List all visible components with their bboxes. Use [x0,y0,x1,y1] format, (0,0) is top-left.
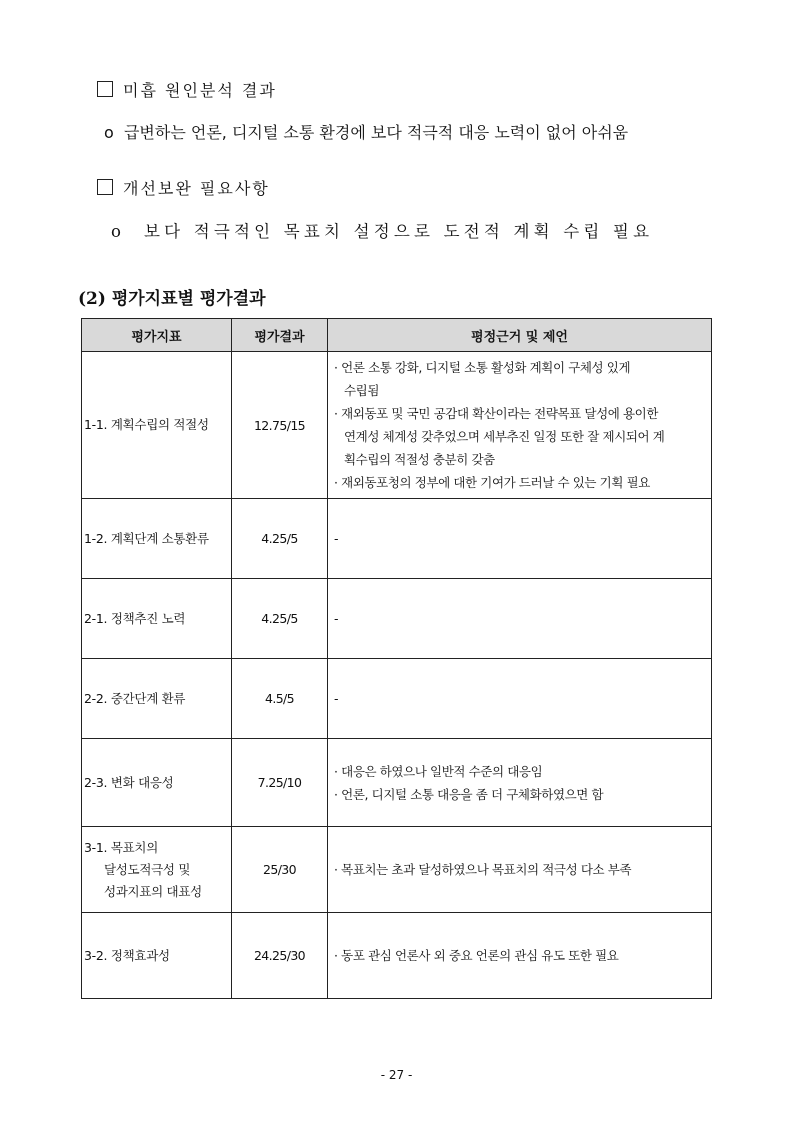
bullet-marker: o [104,123,114,142]
indicator-line: 성과지표의 대표성 [104,883,202,899]
remark-line: 수립됨 [344,383,380,398]
score-cell: 4.25/5 [232,499,328,579]
checkbox-square-icon [97,179,113,195]
indicator-cell [82,739,232,827]
remarks-cell [328,739,712,827]
indicator-cell [82,579,232,659]
remark-line: · 재외동포 및 국민 공감대 확산이라는 전략목표 달성에 용이한 [334,406,659,421]
heading-improvement-text: 개선보완 필요사항 [123,179,270,198]
indicator-cell [82,913,232,999]
table-row [82,579,712,659]
table-row [82,827,712,913]
page-number: - 27 - [380,1068,413,1082]
remarks-cell [328,352,712,499]
indicator-line: 3-2. 정책효과성 [84,947,170,963]
section-title: (2) 평가지표별 평가결과 [78,289,266,309]
bullet-improvement [111,218,653,242]
remark-line: · 목표치는 초과 달성하였으나 목표치의 적극성 다소 부족 [334,862,632,877]
remarks-cell [328,579,712,659]
remark-line: - [334,611,339,626]
score-cell: 7.25/10 [232,739,328,827]
header-indicator: 평가지표 [82,319,232,352]
table-header-row [82,319,712,352]
header-score: 평가결과 [232,319,328,352]
indicator-line: 1-2. 계획단계 소통환류 [84,530,209,546]
score-cell: 4.25/5 [232,579,328,659]
heading-cause-analysis-text: 미흡 원인분석 결과 [123,81,277,100]
table-row [82,352,712,499]
heading-improvement [97,176,270,199]
indicator-cell [82,827,232,913]
remark-line: · 언론, 디지털 소통 대응을 좀 더 구체화하였으면 함 [334,786,604,802]
remark-line: · 재외동포청의 정부에 대한 기여가 드러날 수 있는 기획 필요 [334,475,650,490]
remarks-cell [328,499,712,579]
score-cell: 24.25/30 [232,913,328,999]
indicator-line: 2-1. 정책추진 노력 [84,610,186,626]
remark-line: 획수립의 적절성 충분히 갖춤 [344,452,495,467]
indicator-line: 1-1. 계획수립의 적절성 [84,417,209,432]
score-cell: 4.5/5 [232,659,328,739]
remark-line: - [334,531,339,546]
table-row [82,659,712,739]
score-cell: 25/30 [232,827,328,913]
header-remarks: 평정근거 및 제언 [328,319,712,352]
bullet-cause-analysis-text: 급변하는 언론, 디지털 소통 환경에 보다 적극적 대응 노력이 없어 아쉬움 [123,123,629,142]
remark-line: · 대응은 하였으나 일반적 수준의 대응임 [334,763,543,779]
heading-cause-analysis [97,78,277,101]
evaluation-table [81,318,712,999]
remarks-cell [328,659,712,739]
indicator-cell [82,659,232,739]
indicator-line: 3-1. 목표치의 [84,839,158,855]
indicator-cell [82,499,232,579]
remark-line: · 동포 관심 언론사 외 중요 언론의 관심 유도 또한 필요 [334,948,619,963]
remarks-cell [328,913,712,999]
table-row [82,913,712,999]
score-cell: 12.75/15 [232,352,328,499]
table-row [82,499,712,579]
indicator-line: 2-2. 중간단계 환류 [84,690,186,706]
indicator-cell [82,352,232,499]
indicator-line: 달성도적극성 및 [104,861,191,877]
remark-line: - [334,691,339,706]
remark-line: 연계성 체계성 갖추었으며 세부추진 일정 또한 잘 제시되어 계 [344,429,665,444]
bullet-improvement-text: 보다 적극적인 목표치 설정으로 도전적 계획 수립 필요 [144,222,654,241]
checkbox-square-icon [97,81,113,97]
table-row [82,739,712,827]
bullet-marker: o [111,222,126,241]
indicator-line: 2-3. 변화 대응성 [84,774,174,790]
remarks-cell [328,827,712,913]
remark-line: · 언론 소통 강화, 디지털 소통 활성화 계획이 구체성 있게 [334,360,631,375]
bullet-cause-analysis [104,120,628,143]
